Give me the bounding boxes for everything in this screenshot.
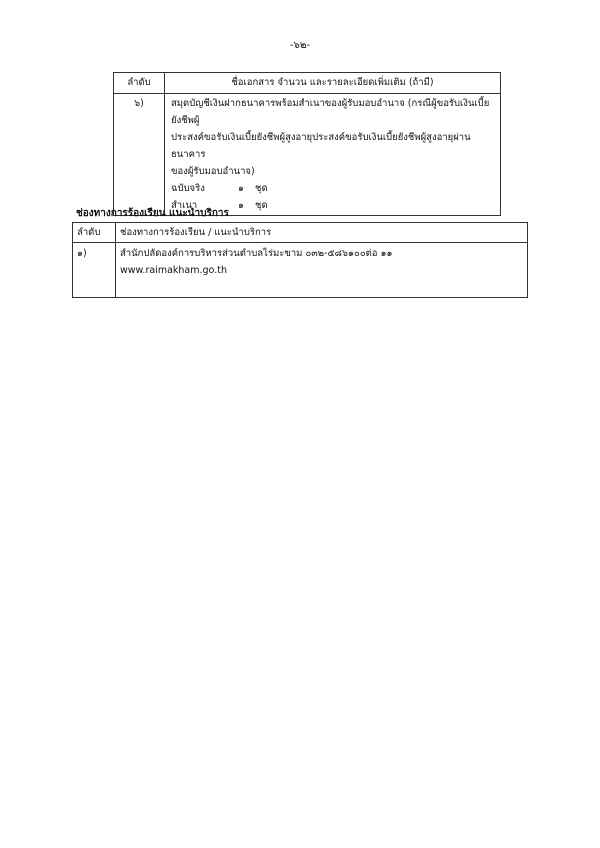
header-channel: ช่องทางการร้องเรียน / แนะนำบริการ (116, 223, 528, 243)
channel-office-line: สำนักปลัดองค์การบริหารส่วนตำบลไร่มะขาม ๐๓๒-๕๘๖๑๐๐ต่อ ๑๑ (120, 248, 393, 259)
header-order: ลำดับ (114, 73, 165, 94)
page-number: -๖๒- (289, 40, 311, 51)
detail-line: สมุดบัญชีเงินฝากธนาคารพร้อมสำเนาของผู้รับมอบอำนาจ (กรณีผู้ขอรับเงินเบี้ยยังชีพผู้ (171, 98, 490, 126)
detail-line: ของผู้รับมอบอำนาจ) (171, 166, 255, 177)
copy-kind: สำเนา (171, 200, 198, 211)
copy-unit: ชุด (255, 200, 268, 211)
copy-original-row (171, 180, 496, 197)
document-detail (165, 94, 501, 216)
channel-detail (116, 243, 528, 298)
channel-website-line: www.raimakham.go.th (120, 265, 227, 276)
copy-unit: ชุด (255, 183, 268, 194)
channels-table-header (73, 223, 528, 243)
documents-table (113, 72, 501, 216)
table-row (73, 243, 528, 298)
channels-table (72, 222, 528, 298)
row-number: ๖) (114, 94, 165, 216)
table-row (114, 94, 501, 216)
copy-quantity: ๑ (237, 200, 245, 211)
channels-section-title: ช่องทางการร้องเรียน แนะนำบริการ (76, 208, 229, 219)
header-order: ลำดับ (73, 223, 116, 243)
header-document-name: ชื่อเอกสาร จำนวน และรายละเอียดเพิ่มเติม (ถ้ามี) (165, 73, 501, 94)
copy-kind: ฉบับจริง (171, 183, 205, 194)
copy-quantity: ๑ (237, 183, 245, 194)
documents-table-header (114, 73, 501, 94)
detail-line: ประสงค์ขอรับเงินเบี้ยยังชีพผู้สูงอายุประสงค์ขอรับเงินเบี้ยยังชีพผู้สูงอายุผ่านธนาคาร (171, 132, 471, 160)
row-number: ๑) (73, 243, 116, 298)
